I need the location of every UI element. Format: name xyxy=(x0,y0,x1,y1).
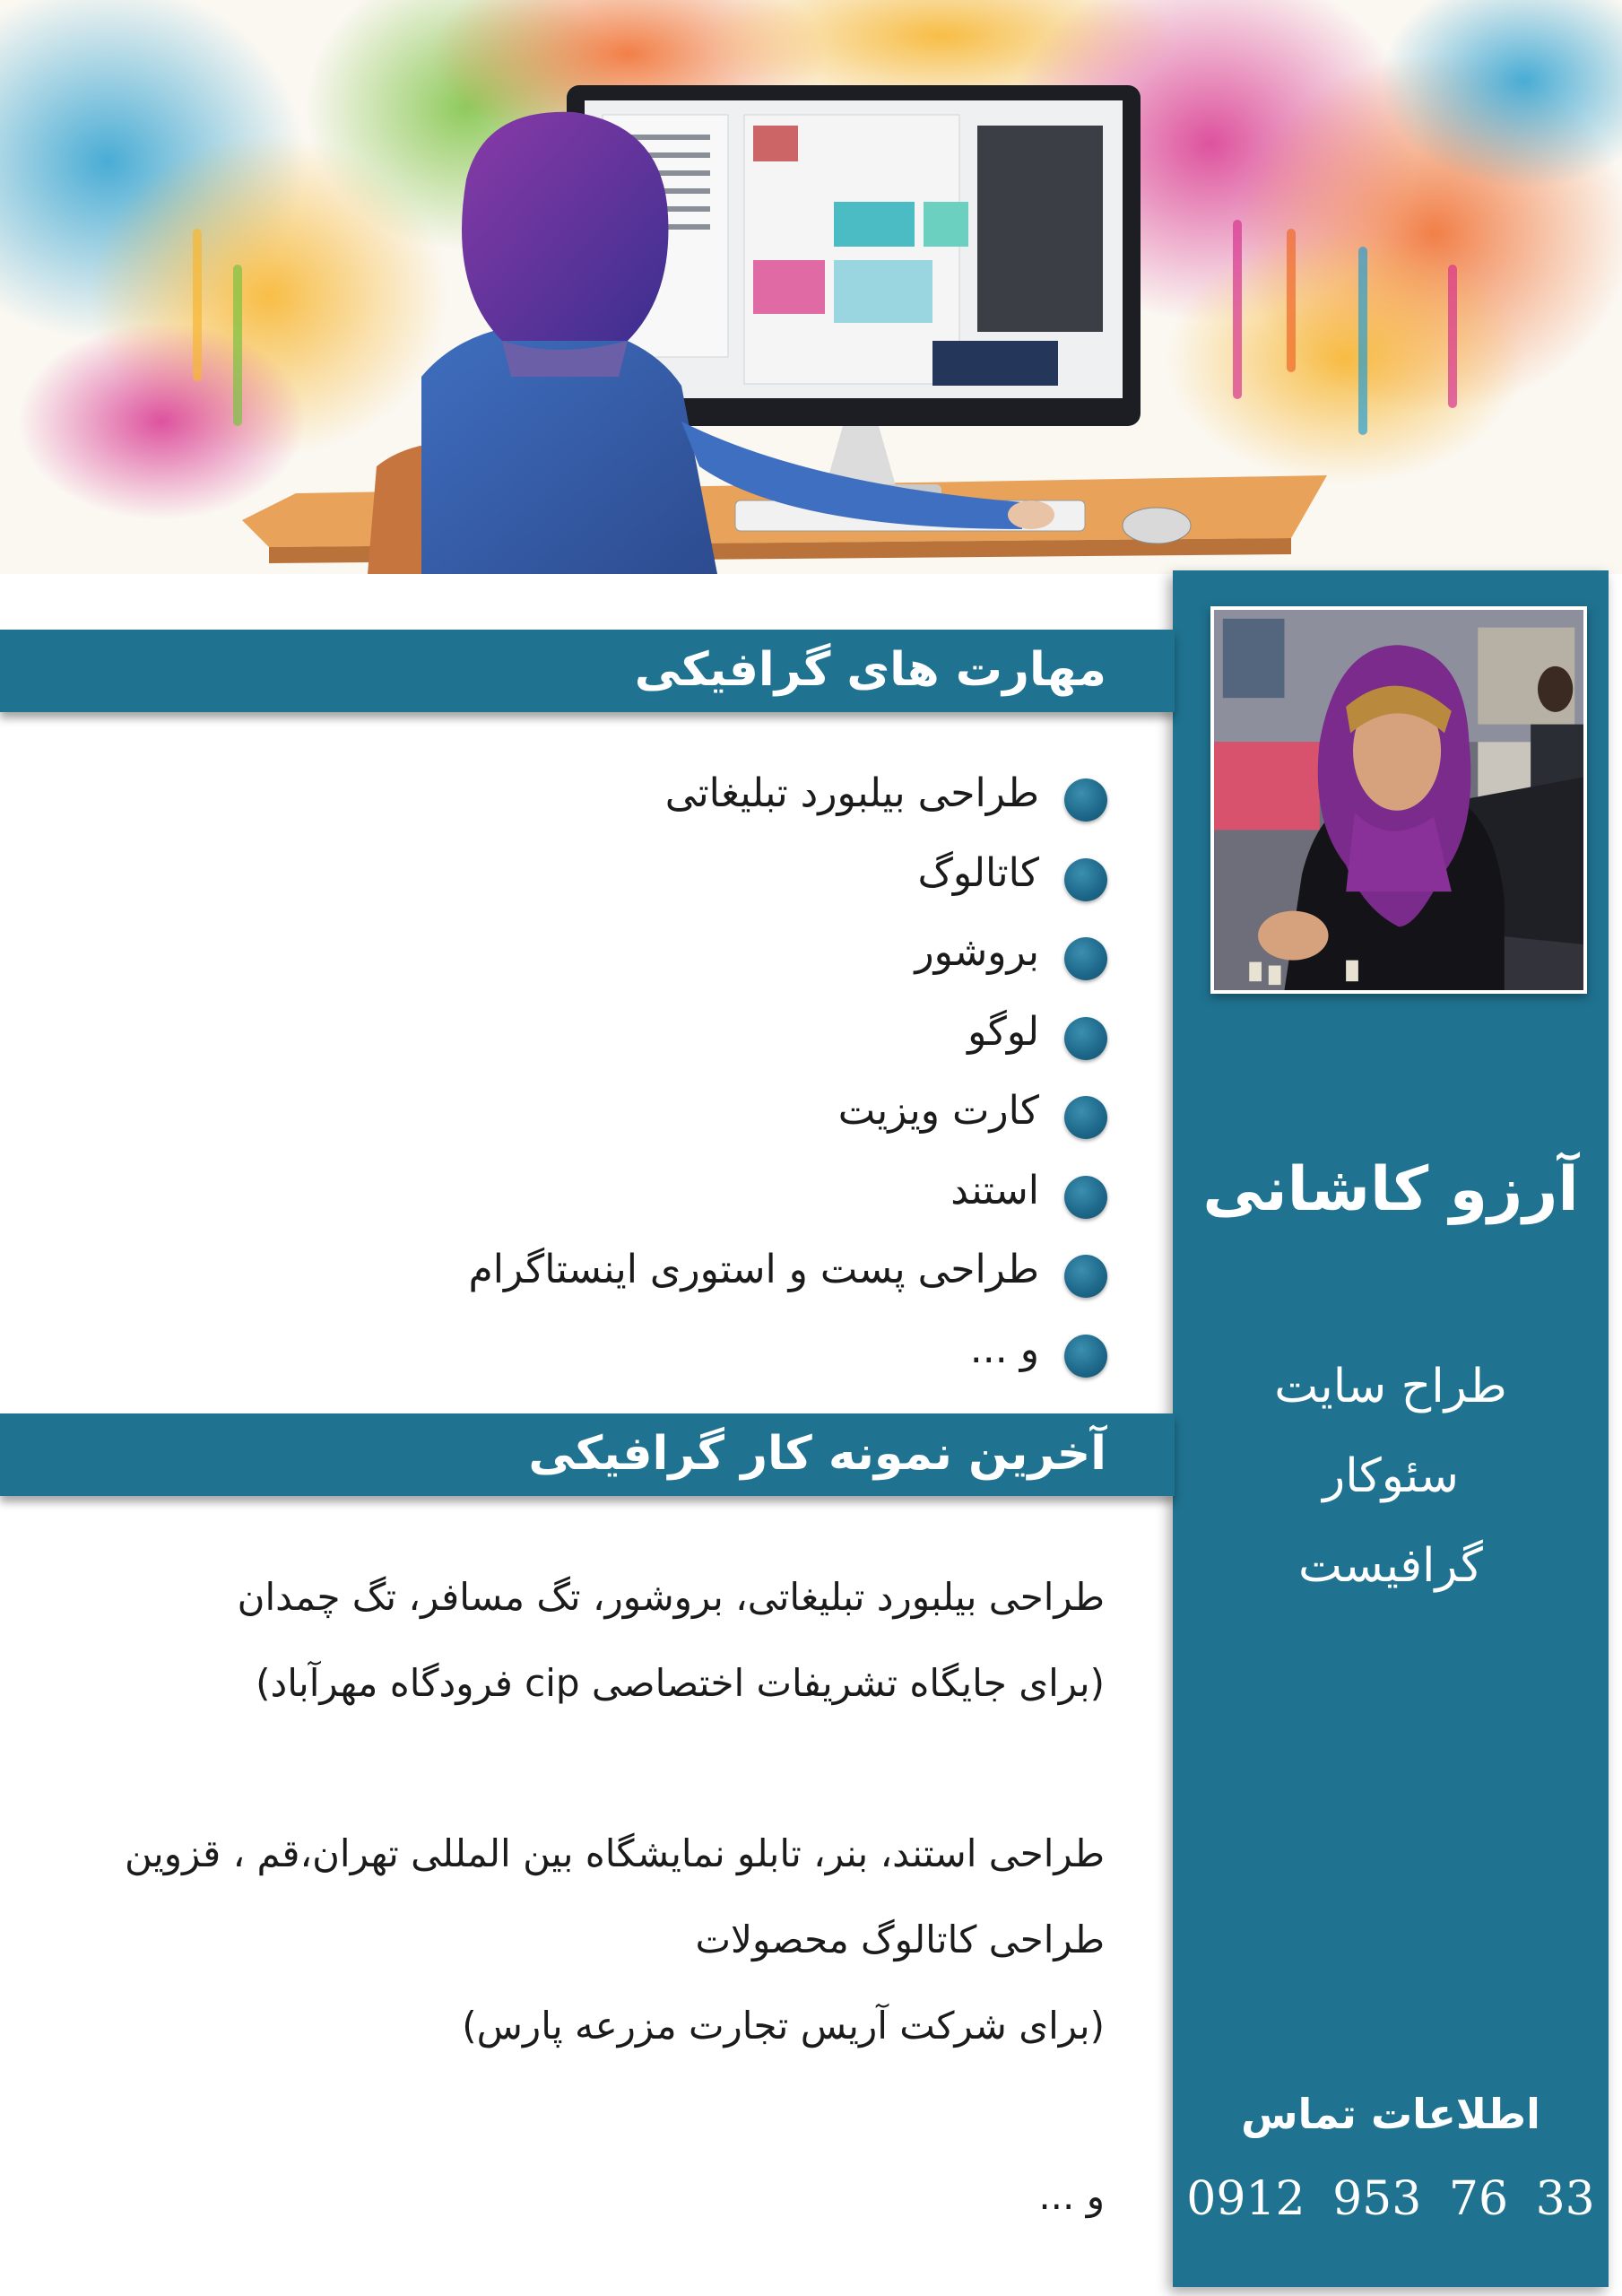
skill-item xyxy=(300,1076,1107,1156)
role-item: گرافیست xyxy=(1298,1539,1483,1593)
bullet-icon xyxy=(1064,1176,1107,1219)
role-item: سئوکار xyxy=(1323,1449,1459,1503)
skills-list xyxy=(300,759,1107,1394)
skill-item xyxy=(300,759,1107,839)
work-line: و ... xyxy=(1038,2174,1105,2218)
bullet-icon xyxy=(1064,1096,1107,1139)
skill-item xyxy=(300,1315,1107,1395)
skill-item xyxy=(300,839,1107,918)
works-header-bar xyxy=(0,1413,1175,1496)
role-item: طراح سایت xyxy=(1274,1360,1507,1413)
work-line: طراحی کاتالوگ محصولات xyxy=(695,1918,1105,1961)
role-list xyxy=(1173,1342,1609,1611)
skills-header-bar xyxy=(0,630,1175,712)
skills-title: مهارت های گرافیکی xyxy=(634,643,1106,697)
bullet-icon xyxy=(1064,1017,1107,1060)
skill-item xyxy=(300,1156,1107,1236)
contact-title: اطلاعات تماس xyxy=(1241,2090,1540,2138)
bullet-icon xyxy=(1064,778,1107,822)
designer-at-computer-illustration xyxy=(0,0,1622,574)
bullet-icon xyxy=(1064,858,1107,901)
skill-label: طراحی پست و استوری اینستاگرام xyxy=(468,1247,1039,1292)
skill-label: طراحی بیلبورد تبلیغاتی xyxy=(664,770,1039,816)
skill-label: کارت ویزیت xyxy=(837,1088,1039,1134)
hero-illustration xyxy=(0,0,1622,574)
work-line: طراحی بیلبورد تبلیغاتی، بروشور، تگ مسافر، تگ چمدان xyxy=(237,1575,1105,1619)
phone-number: 0912 953 76 33 xyxy=(1186,2172,1595,2226)
skill-item xyxy=(300,997,1107,1077)
person-name: آرزو کاشانی xyxy=(1202,1154,1579,1225)
bullet-icon xyxy=(1064,937,1107,980)
skill-label: و ... xyxy=(969,1326,1039,1372)
skill-label: کاتالوگ xyxy=(917,849,1039,896)
work-line: (برای جایگاه تشریفات اختصاصی cip فرودگاه مهرآباد) xyxy=(256,1661,1105,1705)
works-title: آخرین نمونه کار گرافیکی xyxy=(528,1427,1106,1481)
profile-sidebar xyxy=(1173,570,1609,2287)
skill-item xyxy=(300,1235,1107,1315)
bullet-icon xyxy=(1064,1335,1107,1378)
skill-label: استند xyxy=(950,1167,1039,1213)
skill-item xyxy=(300,918,1107,997)
bullet-icon xyxy=(1064,1255,1107,1298)
work-line: (برای شرکت آریس تجارت مزرعه پارس) xyxy=(462,2004,1105,2048)
profile-photo xyxy=(1210,606,1587,994)
profile-photo-image xyxy=(1214,610,1583,990)
skill-label: لوگو xyxy=(967,1008,1039,1055)
skill-label: بروشور xyxy=(915,929,1039,975)
work-line: طراحی استند، بنر، تابلو نمایشگاه بین المللی تهران،قم ، قزوین xyxy=(125,1831,1105,1875)
